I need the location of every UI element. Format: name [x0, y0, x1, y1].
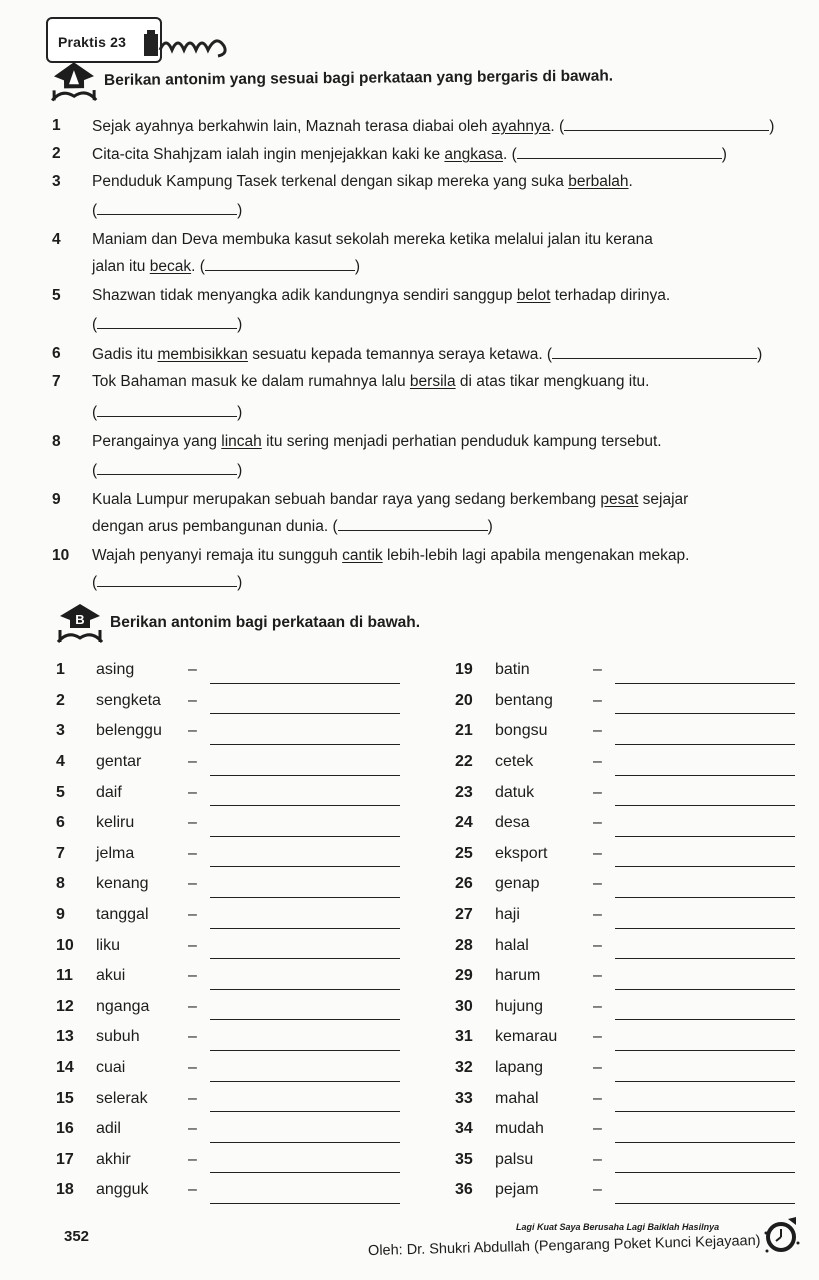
answer-blank[interactable] [97, 402, 237, 417]
section-b-instruction: Berikan antonim bagi perkataan di bawah. [110, 614, 421, 631]
answer-blank[interactable] [615, 1097, 795, 1112]
underlined-word: lincah [221, 433, 262, 450]
answer-blank[interactable] [615, 883, 795, 898]
answer-blank[interactable] [210, 699, 400, 714]
list-item: 7 jelma – [56, 839, 400, 870]
word-list-right [455, 655, 795, 1206]
answer-blank[interactable] [210, 730, 400, 745]
answer-blank[interactable] [210, 852, 400, 867]
answer-blank[interactable] [205, 256, 355, 271]
list-item: 30 hujung – [455, 992, 795, 1023]
list-item: 20 bentang – [455, 686, 795, 717]
answer-blank[interactable] [615, 975, 795, 990]
answer-blank[interactable] [210, 761, 400, 776]
list-item: 22 cetek – [455, 747, 795, 778]
list-item: 34 mudah – [455, 1114, 795, 1145]
answer-blank[interactable] [210, 1097, 400, 1112]
section-a-heading [50, 56, 613, 103]
list-item: 10 liku – [56, 930, 400, 961]
list-item: 26 genap – [455, 869, 795, 900]
answer-blank[interactable] [97, 200, 237, 215]
underlined-word: angkasa [444, 146, 503, 163]
answer-blank[interactable] [615, 852, 795, 867]
list-item: 11 akui – [56, 961, 400, 992]
answer-blank[interactable] [615, 791, 795, 806]
answer-blank[interactable] [97, 314, 237, 329]
answer-blank[interactable] [615, 1067, 795, 1082]
list-item: 24 desa – [455, 808, 795, 839]
list-item: 32 lapang – [455, 1053, 795, 1084]
list-item: 12 nganga – [56, 992, 400, 1023]
list-item: 13 subuh – [56, 1022, 400, 1053]
answer-blank[interactable] [552, 344, 757, 359]
list-item: 25 eksport – [455, 839, 795, 870]
word-list-left [56, 655, 400, 1206]
footer-motto: Lagi Kuat Saya Berusaha Lagi Baiklah Hasilnya [516, 1222, 720, 1232]
answer-blank[interactable] [615, 944, 795, 959]
list-item: 17 akhir – [56, 1145, 400, 1176]
page-number: 352 [64, 1228, 90, 1245]
section-b-heading [56, 602, 420, 644]
answer-blank[interactable] [615, 669, 795, 684]
list-item: 1 asing – [56, 655, 400, 686]
list-item: 5 daif – [56, 777, 400, 808]
answer-blank[interactable] [338, 516, 488, 531]
answer-blank[interactable] [517, 144, 722, 159]
graduation-cap-book-icon [50, 60, 98, 102]
section-a-instruction: Berikan antonim yang sesuai bagi perkataan yang bergaris di bawah. [103, 67, 614, 89]
footer-credit: Oleh: Dr. Shukri Abdullah (Pengarang Poket Kunci Kejayaan) [367, 1232, 761, 1260]
list-item: 8 kenang – [56, 869, 400, 900]
svg-text:B: B [75, 612, 85, 627]
underlined-word: becak [149, 258, 192, 275]
list-item: 19 batin – [455, 655, 795, 686]
answer-blank[interactable] [615, 1158, 795, 1173]
list-item: 6 keliru – [56, 808, 400, 839]
praktis-label: Praktis 23 [58, 34, 127, 50]
answer-blank[interactable] [210, 1005, 400, 1020]
answer-blank[interactable] [615, 730, 795, 745]
underlined-word: berbalah [568, 173, 629, 190]
answer-blank[interactable] [210, 1189, 400, 1204]
list-item: 18 angguk – [56, 1175, 400, 1206]
answer-blank[interactable] [210, 669, 400, 684]
answer-blank[interactable] [210, 1067, 400, 1082]
worksheet-page: Praktis 23 Berikan antonim yang sesuai bagi perkataan yang bergaris di bawah. 1 Sejak ayahnya berkahwin lain, Maznah terasa diabai oleh ayahnya. ( ) 2 Cita-cita Shahjzam ialah ingin menjejakkan kaki ke angkasa. ( ) 3 Penduduk Kampung Tasek terkenal dengan sikap mereka yang suka berbalah. ( ) 4 Maniam dan Deva membuka kasut sekolah mereka ketika melalui jalan itu kerana jalan itu becak. ( ) 5 Shazwan tidak menyangka adik kandungnya sendiri sanggup belot terhadap dirinya. ( ) 6 Gadis itu membisikkan sesuatu kepada temannya seraya ketawa. ( ) 7 Tok Bahaman masuk ke dalam rumahnya lalu bersila di atas tikar mengkuang itu. ( ) 8 Perangainya yang lincah itu sering menjadi perhatian penduduk kampung tersebut. ( ) 9 Kuala Lumpur merupakan sebuah bandar raya yang sedang berkembang pesat sejajar dengan arus pembangunan dunia. ( ) 10 Wajah penyanyi remaja itu sungguh cantik lebih-lebih lagi apabila mengenakan mekap. ( ) B Berikan antonim bagi perkataan di bawah. 1 asing – 2 sengketa – 3 belenggu – 4 gentar – 5 daif – 6 keliru – 7 jelma – 8 kenang – 9 tanggal – 10 liku – 11 akui – 12 nganga – 13 subuh – 14 cuai – 15 selerak – 16 adil – 17 akhir – 18 angguk – 19 batin – 20 bentang – 21 bongsu – 22 cetek – 23 datuk – 24 desa – 25 eksport – 26 genap – 27 haji – 28 halal – 29 harum – 30 hujung – 31 kemarau – 32 lapang – 33 mahal – 34 mudah – 35 palsu – 36 pejam – 352 Lagi Kuat Saya Berusaha Lagi Baiklah Hasilnya Oleh: Dr. Shukri Abdullah (Pengarang Poket Kunci Kejayaan) [0, 0, 819, 1280]
list-item: 4 gentar – [56, 747, 400, 778]
underlined-word: bersila [409, 373, 456, 390]
answer-blank[interactable] [97, 572, 237, 587]
underlined-word: ayahnya [491, 118, 551, 135]
underlined-word: membisikkan [157, 346, 248, 363]
list-item: 21 bongsu – [455, 716, 795, 747]
answer-blank[interactable] [615, 822, 795, 837]
underlined-word: belot [516, 287, 551, 304]
answer-blank[interactable] [564, 116, 769, 131]
underlined-word: pesat [600, 491, 639, 508]
list-item: 16 adil – [56, 1114, 400, 1145]
graduation-cap-book-icon [56, 602, 104, 644]
underlined-word: cantik [342, 547, 383, 564]
list-item: 35 palsu – [455, 1145, 795, 1176]
list-item: 29 harum – [455, 961, 795, 992]
answer-blank[interactable] [97, 460, 237, 475]
answer-blank[interactable] [210, 1036, 400, 1051]
answer-blank[interactable] [615, 699, 795, 714]
answer-blank[interactable] [210, 1128, 400, 1143]
answer-blank[interactable] [210, 975, 400, 990]
list-item: 2 sengketa – [56, 686, 400, 717]
alarm-clock-icon [762, 1213, 802, 1255]
list-item: 3 belenggu – [56, 716, 400, 747]
list-item: 23 datuk – [455, 777, 795, 808]
answer-blank[interactable] [615, 914, 795, 929]
answer-blank[interactable] [615, 1036, 795, 1051]
answer-blank[interactable] [210, 1158, 400, 1173]
answer-blank[interactable] [615, 1189, 795, 1204]
answer-blank[interactable] [615, 1128, 795, 1143]
list-item: 15 selerak – [56, 1083, 400, 1114]
worm-icon [142, 30, 242, 62]
answer-blank[interactable] [210, 914, 400, 929]
list-item: 14 cuai – [56, 1053, 400, 1084]
list-item: 27 haji – [455, 900, 795, 931]
list-item: 28 halal – [455, 930, 795, 961]
answer-blank[interactable] [210, 883, 400, 898]
list-item: 9 tanggal – [56, 900, 400, 931]
list-item: 33 mahal – [455, 1083, 795, 1114]
answer-blank[interactable] [210, 791, 400, 806]
answer-blank[interactable] [615, 1005, 795, 1020]
answer-blank[interactable] [615, 761, 795, 776]
list-item: 31 kemarau – [455, 1022, 795, 1053]
answer-blank[interactable] [210, 944, 400, 959]
list-item: 36 pejam – [455, 1175, 795, 1206]
answer-blank[interactable] [210, 822, 400, 837]
